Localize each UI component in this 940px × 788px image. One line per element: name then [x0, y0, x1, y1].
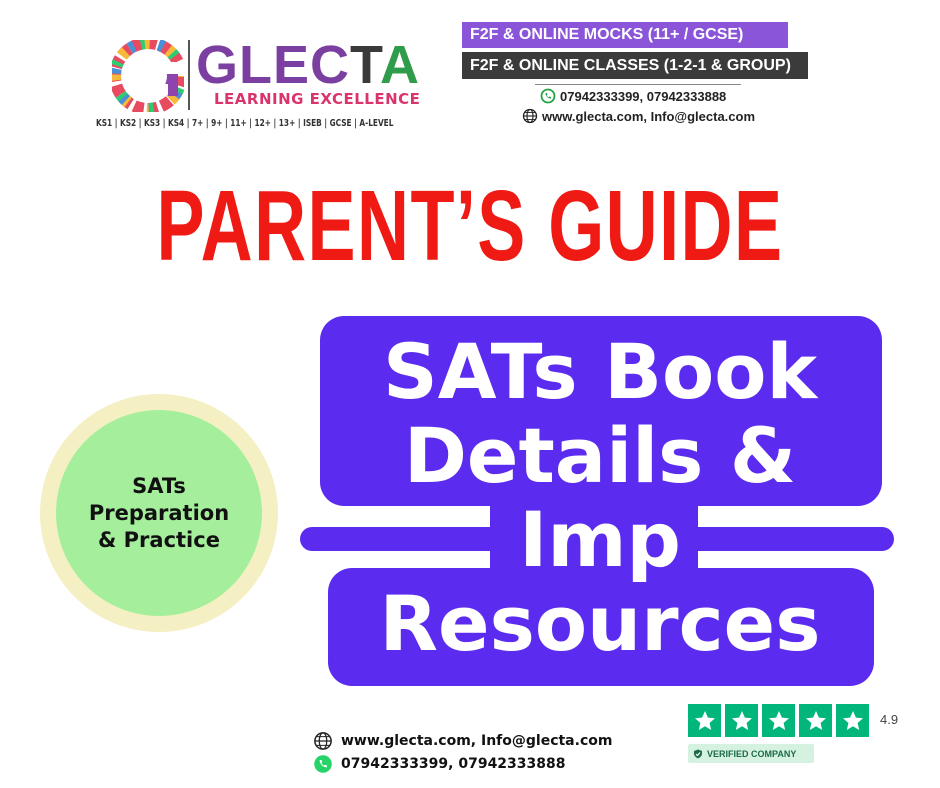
headline-line-3: Imp [519, 495, 681, 584]
logo-divider [188, 40, 190, 110]
whatsapp-icon [540, 88, 556, 104]
globe-icon [313, 731, 333, 751]
shield-check-icon [693, 749, 703, 759]
header-web-email[interactable]: www.glecta.com, Info@glecta.com [542, 108, 756, 124]
logo-tagline: LEARNING EXCELLENCE [214, 90, 421, 108]
badge-circle [56, 410, 262, 616]
verified-label: VERIFIED COMPANY [707, 748, 797, 759]
badge-line-1: SATs [132, 473, 186, 498]
star-icon [725, 704, 758, 737]
footer-phone-line [313, 754, 566, 774]
rating-stars [688, 704, 869, 737]
banner-classes: F2F & ONLINE CLASSES (1-2-1 & GROUP) [462, 52, 808, 79]
page-title: PARENT’S GUIDE [156, 170, 784, 282]
headline-text [320, 327, 880, 668]
glecta-logo-mark [112, 40, 184, 112]
banner-mocks: F2F & ONLINE MOCKS (11+ / GCSE) [462, 22, 788, 48]
logo-levels: KS1 | KS2 | KS3 | KS4 | 7+ | 9+ | 11+ | 12+ | 13+ | ISEB | GCSE | A-LEVEL [96, 118, 394, 129]
footer-web-email[interactable]: www.glecta.com, Info@glecta.com [341, 733, 613, 749]
footer-web-line [313, 731, 612, 751]
header-phone-line [540, 88, 726, 104]
rating-value: 4.9 [880, 712, 899, 727]
footer-phones[interactable]: 07942333399, 07942333888 [341, 756, 566, 772]
header-divider [535, 84, 741, 85]
logo-wordmark: GLECTA [196, 35, 420, 95]
headline-line-2: Details & [403, 411, 797, 500]
header-phones[interactable]: 07942333399, 07942333888 [560, 88, 727, 104]
star-icon [836, 704, 869, 737]
header-web-line [522, 108, 755, 124]
star-icon [799, 704, 832, 737]
headline-line-4: Resources [379, 579, 821, 668]
globe-icon [522, 108, 538, 124]
whatsapp-icon [313, 754, 333, 774]
verified-badge [688, 744, 814, 763]
badge-line-2: Preparation [88, 500, 230, 525]
star-icon [688, 704, 721, 737]
headline-line-1: SATs Book [383, 327, 817, 416]
badge-line-3: & Practice [98, 527, 220, 552]
star-icon [762, 704, 795, 737]
